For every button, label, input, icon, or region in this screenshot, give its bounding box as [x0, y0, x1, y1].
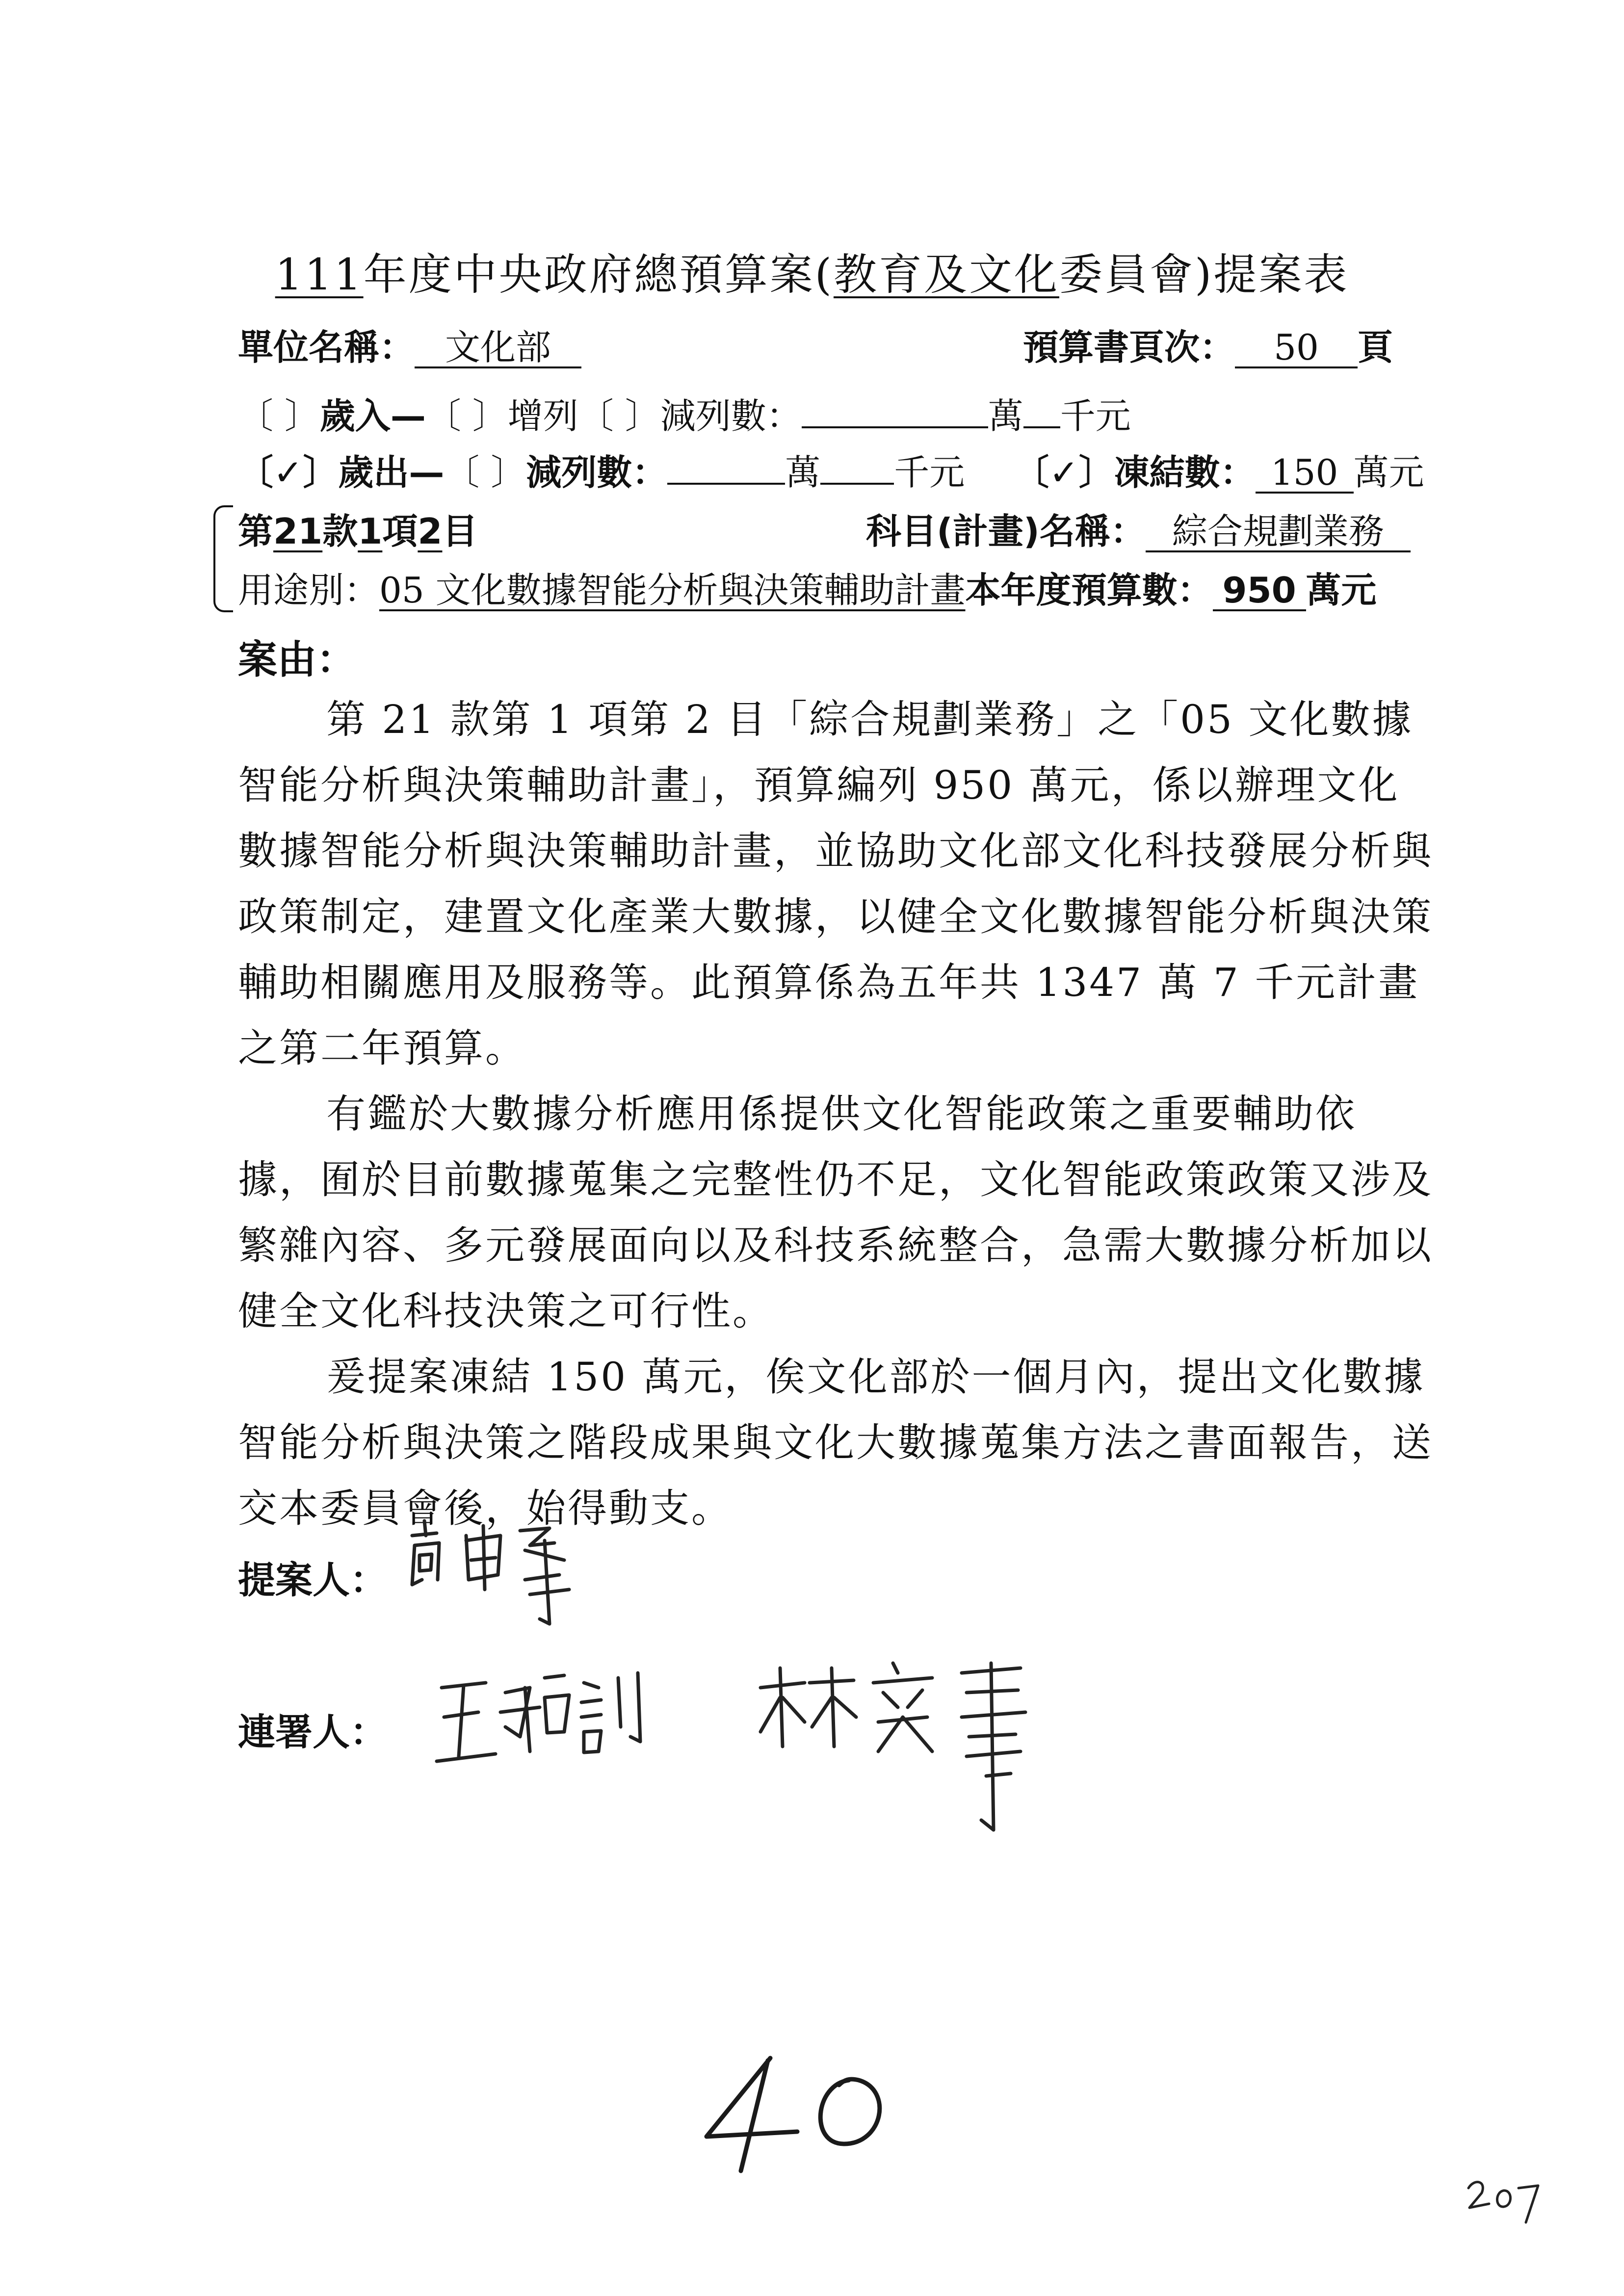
unit-label: 單位名稱：	[238, 327, 415, 368]
revenue-wan: 萬	[988, 395, 1023, 437]
revenue-qian-blank	[1023, 391, 1060, 428]
expense-wan-blank	[667, 447, 785, 485]
item-bracket	[213, 505, 233, 612]
freeze-checkbox: 〔✓〕	[1014, 452, 1114, 493]
page-ref-row	[1023, 319, 1393, 370]
expense-wan: 萬	[785, 452, 821, 493]
subject-label: 科目(計畫)名稱：	[866, 511, 1146, 552]
expense-checkbox: 〔✓〕	[238, 452, 339, 493]
paragraph-1: 第 21 款第 1 項第 2 目「綜合規劃業務」之「05 文化數據智能分析與決策輔助計畫」，預算編列 950 萬元，係以辦理文化數據智能分析與決策輔助計畫，並協助文化部文化科技發展分析與政策制定，建置文化產業大數據，以健全文化數據智能分析與決策輔助相關應用及服務等。此預算係為五年共 1347 萬 7 千元計畫之第二年預算。	[238, 697, 1433, 1071]
paragraph-2: 有鑑於大數據分析應用係提供文化智能政策之重要輔助依據，囿於目前數據蒐集之完整性仍不足，文化智能政策政策又涉及繁雜內容、多元發展面向以及科技系統整合，急需大數據分析加以健全文化科技決策之可行性。	[238, 1091, 1433, 1334]
budget-value: 950	[1213, 572, 1306, 611]
expense-decrease-box: 〔 〕	[444, 452, 526, 493]
subject-row	[866, 503, 1411, 554]
reason-label: 案由：	[238, 637, 356, 682]
revenue-qian: 千元	[1060, 395, 1131, 437]
kuan-no: 21	[273, 511, 323, 552]
unit-value: 文化部	[415, 329, 581, 368]
cosigner-signature-1	[432, 1658, 707, 1786]
revenue-wan-blank	[802, 391, 988, 428]
page-ref-label: 預算書頁次：	[1023, 327, 1235, 368]
corner-page-number	[1465, 2173, 1543, 2227]
revenue-decrease-box: 〔 〕	[578, 395, 660, 437]
revenue-label: 歲入—	[319, 395, 426, 437]
paragraph-3: 爰提案凍結 150 萬元，俟文化部於一個月內，提出文化數據智能分析與決策之階段成果與文化大數據蒐集方法之書面報告，送交本委員會後，始得動支。	[238, 1354, 1433, 1531]
mu: 目	[442, 511, 478, 552]
usage-value: 05 文化數據智能分析與決策輔助計畫	[379, 570, 966, 611]
cosigner-signature-2	[751, 1653, 1065, 1859]
xiang: 項	[382, 511, 418, 552]
proposer-signature	[402, 1506, 657, 1634]
mu-no: 2	[418, 511, 443, 552]
title-pre: 年度中央政府總預算案(	[363, 249, 834, 300]
revenue-line	[238, 388, 1131, 439]
freeze-value: 150	[1256, 454, 1354, 494]
unit-row	[238, 319, 581, 370]
freeze-label: 凍結數：	[1114, 452, 1256, 493]
item-line	[238, 503, 477, 554]
page-ref-unit: 頁	[1358, 327, 1393, 368]
subject-value: 綜合規劃業務	[1146, 513, 1411, 552]
title-year: 111	[275, 249, 364, 300]
usage-label: 用途別：	[238, 570, 380, 611]
reason-body	[238, 687, 1435, 1541]
item-di: 第	[238, 511, 274, 552]
revenue-increase-box: 〔 〕	[425, 395, 508, 437]
kuan: 款	[322, 511, 358, 552]
cosigner-label: 連署人：	[238, 1710, 387, 1754]
title-post: 委員會)提案表	[1059, 249, 1349, 300]
expense-label: 歲出—	[338, 452, 445, 493]
revenue-box: 〔 〕	[238, 395, 320, 437]
budget-label: 本年度預算數：	[965, 570, 1213, 611]
page-ref-value: 50	[1235, 329, 1358, 368]
xiang-no: 1	[358, 511, 383, 552]
document-title	[0, 240, 1624, 302]
handwritten-page-number	[687, 2051, 942, 2178]
expense-qian: 千元	[894, 452, 965, 493]
title-committee: 教育及文化	[833, 249, 1059, 300]
budget-unit: 萬元	[1306, 570, 1377, 611]
expense-decrease-label: 減列數：	[526, 452, 668, 493]
revenue-decrease-label: 減列數：	[660, 395, 802, 437]
revenue-increase-label: 增列	[507, 395, 578, 437]
expense-line	[238, 444, 1424, 495]
usage-line	[238, 562, 1377, 613]
proposer-label: 提案人：	[238, 1558, 387, 1602]
freeze-unit: 萬元	[1353, 452, 1424, 493]
expense-qian-blank	[820, 447, 894, 485]
